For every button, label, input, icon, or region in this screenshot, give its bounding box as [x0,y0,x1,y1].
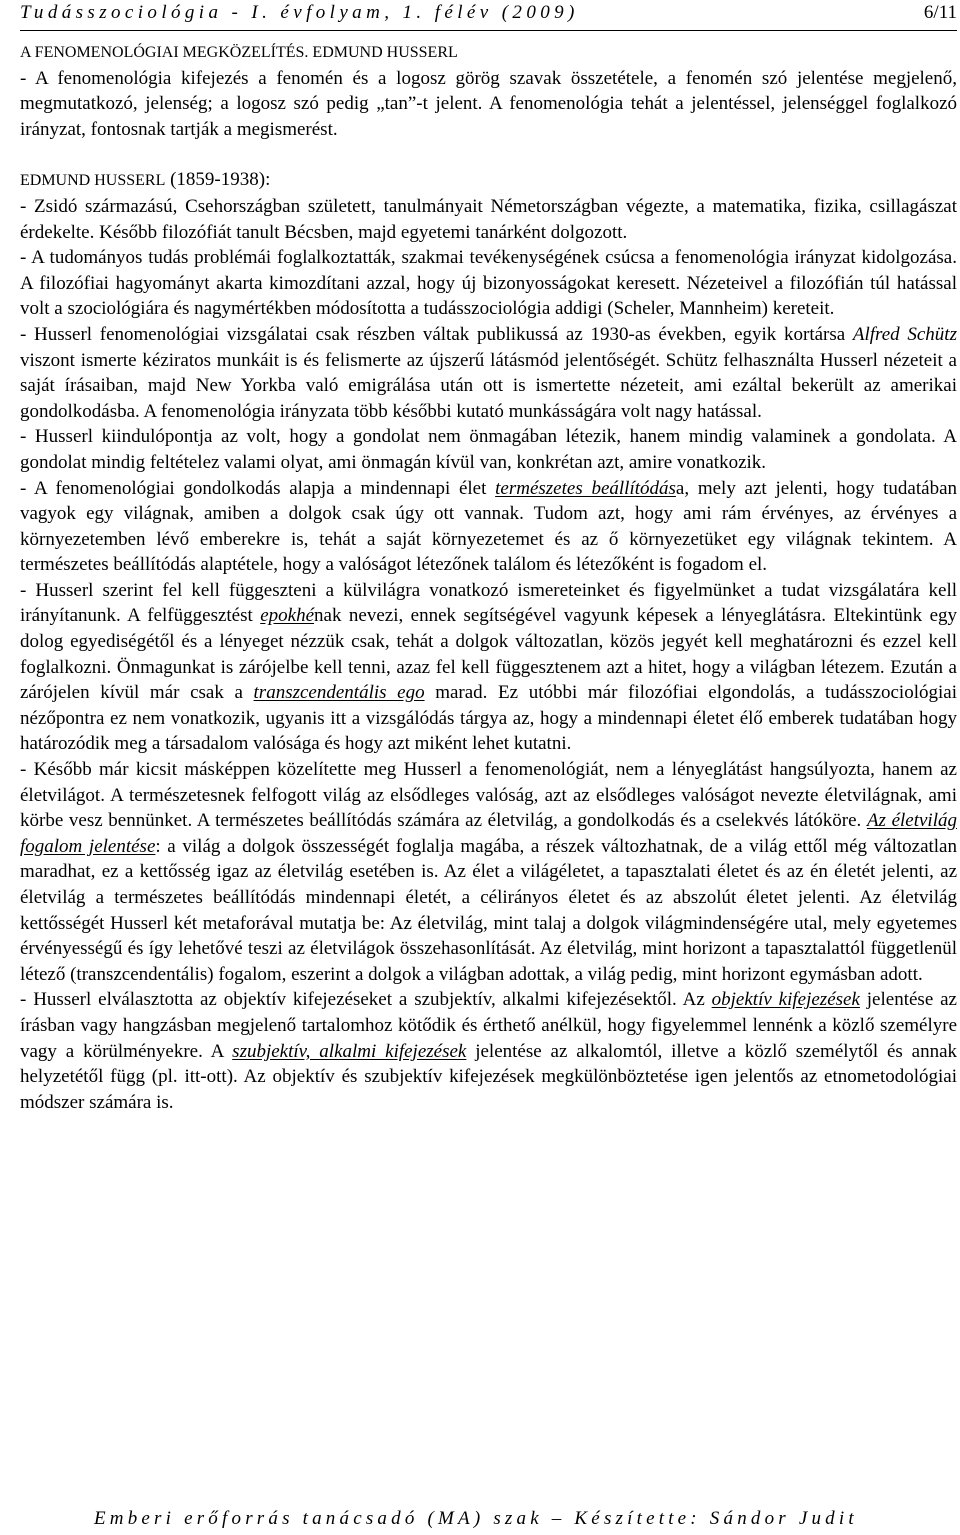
term-transcendental-ego: transzcendentális ego [253,682,425,704]
paragraph-thought: - Husserl kiindulópontja az volt, hogy a gondolat nem önmagában létezik, hanem mindig valaminek a gondolata. A gondolat mindig feltételez valami olyat, ami önmagán kívül van, konkrétan azt, amire vonatkozik. [20,426,957,473]
term-subjective-expressions: szubjektív, alkalmi kifejezések [232,1040,467,1062]
paragraph-schutz [20,322,957,424]
paragraph-knowledge: - A tudományos tudás problémái foglalkoztatták, szakmai tevékenységének csúcsa a fenomenológia irányzat kidolgozása. A filozófiai hagyományt akarta kimozdítani azzal, hogy új bizonyosságokat keresett. Nézeteivel a filozófián túl hatással volt a szociológiára és nagymértékben módosította a tudásszociológia addigi (Scheler, Mannheim) kereteit. [20,247,957,320]
paragraph-origin: - Zsidó származású, Csehországban született, tanulmányait Németországban végezte, a matematika, fizika, csillagászat érdekelte. Később filozófiát tanult Bécsben, majd egyetemi tanárként dolgozott. [20,195,957,243]
paragraph-gap [20,142,957,167]
header-title: Tudásszociológia - I. évfolyam, 1. félév (2009) [20,2,579,23]
text-run: - Husserl szerint fel kell függeszteni a külvilágra vonatkozó ismereteinket és figyelmünket a tudat vizsgálatára kell irányítanunk. A felfüggesztést [20,579,957,627]
text-run: a, mely azt jelenti, hogy tudatában vagyok egy világnak, amiben a dolgok csak úgy ott vannak. Tudom azt, hogy ami rám érvényes, az érvényes a környezetemben lévő emberekre is, tehát a saját környezetemet és az ő környezetüket egy világnak tekintem. A természetes beállítódás alaptétele, hogy a valóságot létezőnek találom és létezőként is fogadom el. [20,477,958,576]
text-run: viszont ismerte kéziratos munkáit is és felismerte az újszerű látásmód jelentőségét. Schütz felhasználta Husserl nézeteit a saját írásaiban, majd New Yorkba való emigrálása után ott is ismertette nézeteit, ami ezáltal bekerült az amerikai gondolkodásba. A fenomenológia irányzata több későbbi kutató munkásságára volt nagy hatással. [20,349,957,422]
text-run: nak nevezi, ennek segítségével vagyunk képesek a lényeglátásra. Eltekintünk egy dolog egyediségétől és a lényeget nézzük csak, tehát a dolgok változatlan, közös jegyét kell meghatározni és ezzel kell foglalkozni. Önmagunkat is zárójelbe kell tenni, azaz fel kell függesztenem azt a hitet, hogy a világban létezem. Ezután a zárójelen kívül már csak a [20,605,958,704]
term-natural-attitude: természetes beállítódás [495,477,676,499]
text-run: : a világ a dolgok összességét foglalja magába, a részek változhatnak, de a világ ettől még változatlan maradhat, ez a kettősség igaz az életvilág esetében is. Az élet a világéletet, a tapasztalati életet és az én életét jelenti, az életvilág a természetes beállítódás mindennapi életét, a célirányos életet és az abszolút életet jelenti. Az életvilág kettősségét Husserl két metaforával mutatja be: Az életvilág, mint talaj a dolgok világmindenségére utal, mely egyetemes érvényességű és így lehetővé teszi az életvilágok összehasonlítását. Az életvilág, mint horizont a tapasztalattól függetlenül létező (transzcendentális) fogalom, eszerint a dolgok a világban adottak, a világ pedig, mint horizont egymásban adott. [20,835,957,985]
section-title-text: A FENOMENOLÓGIAI MEGKÖZELÍTÉS. EDMUND HUSSERL [20,44,458,61]
paragraph-lifeworld [20,757,957,987]
bio-heading-name: EDMUND HUSSERL [20,172,166,190]
text-run: jelentése az írásban vagy hangzásban megjelenő tartalomhoz kötődik és érthető anélkül, hogy figyelemmel lennénk a közlő személyre vagy a körülményekre. A [20,989,957,1062]
text-run: jelentése az alkalomtól, illetve a közlő személytől és annak helyzetétől függ (pl. itt-ott). Az objektív és szubjektív kifejezések megkülönböztetése igen jelentős az etnometodológiai módszer számára is. [20,1040,957,1113]
paragraph-epoche [20,578,957,757]
text-run: - Husserl fenomenológiai vizsgálatai csak részben váltak publikussá az 1930-as években, egyik kortársa [20,323,853,345]
text-run: marad. Ez utóbbi már filozófiai elgondolás, a tudásszociológiai nézőpontra ez nem vonatkozik, ugyanis itt a vizsgálódás tárgya az, hogy a mindennapi életet élő emberek tudatában hogy határozódik meg a társadalom valósága és hogy azt miként lehet kutatni. [20,682,957,755]
term-epoche: epokhé [260,605,315,627]
text-run: - Később már kicsit másképpen közelítette meg Husserl a fenomenológiát, nem a lényeglátást hangsúlyozta, hanem az életvilágot. A természetesnek felfogott világ az elsődleges valóság, azt az elsődleges valóságot nevezte életvilágnak, ami körbe vesz bennünket. A természetes beállítódás számára az életvilág, a gondolkodás és a cselekvés látóköre. [20,759,957,832]
header-rule [20,30,957,31]
document-page [20,0,957,1535]
text-run: - Husserl elválasztotta az objektív kifejezéseket a szubjektív, alkalmi kifejezésektől. Az [20,989,712,1011]
term-lifeworld-meaning: Az életvilág fogalom jelentése [20,810,957,857]
paragraph-expressions [20,987,957,1115]
running-footer: Emberi erőforrás tanácsadó (MA) szak – Készítette: Sándor Judit [94,1508,858,1529]
section-title [20,40,957,66]
page-number: 6/11 [923,2,957,23]
bio-heading-dates: (1859-1938): [165,169,271,191]
intro-paragraph: - A fenomenológia kifejezés a fenomén és a logosz görög szavak összetétele, a fenomén szó jelentése megjelenő, megmutatkozó, jelenség; a logosz szó pedig „tan”-t jelent. A fenomenológia tehát a jelentéssel, jelenséggel foglalkozó irányzat, fontosnak tartják a megismerést. [20,67,957,140]
running-header [20,2,957,30]
document-body [20,40,957,1115]
text-run: - A fenomenológiai gondolkodás alapja a mindennapi élet [20,477,496,499]
term-objective-expressions: objektív kifejezések [711,989,860,1011]
bio-heading [20,167,957,194]
schutz-name: Alfred Schütz [852,323,957,345]
paragraph-natural-attitude [20,476,957,578]
